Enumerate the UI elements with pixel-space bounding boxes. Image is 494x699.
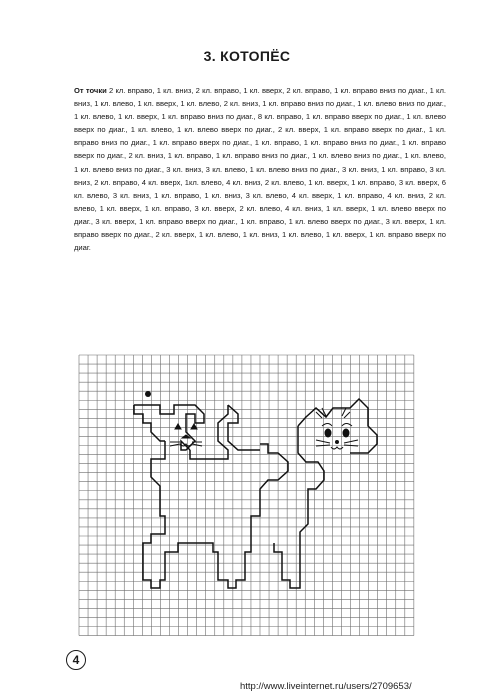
dog-body-legs	[143, 441, 288, 588]
page-title: 3. КОТОПЁС	[203, 48, 291, 64]
drawing-grid	[78, 354, 418, 641]
page-number: 4	[66, 650, 86, 670]
instructions-text: 2 кл. вправо, 1 кл. вниз, 2 кл. вправо, 1 кл. вверх, 2 кл. вправо, 1 кл. вправо вниз по диаг., 1 кл. вниз, 1 кл. влево, 1 кл. вверх, 1 кл. влево, 2 кл. вниз, 1 кл. вправо вниз по диаг., 1 кл. влево вниз по диаг., 1 кл. влево, 1 кл. вверх, 1 кл. вправо вниз по диаг., 8 кл. вправо, 1 кл. вправо вверх по диаг., 1 кл. влево вверх по диаг., 1 кл. влево, 1 кл. влево вверх по диаг., 2 кл. вверх, 1 кл. вправо вверх по диаг., 1 кл. вправо вниз по диаг., 1 кл. вправо вверх по диаг., 1 кл. вправо, 1 кл. вправо вниз по диаг., 1 кл. вправо вверх по диаг., 2 кл. вниз, 1 кл. вправо, 1 кл. вправо вниз по диаг., 1 кл. влево вниз по диаг., 1 кл. влево, 1 кл. влево вниз по диаг., 3 кл. вниз, 3 кл. влево, 1 кл. влево вниз по диаг., 3 кл. вниз, 1 кл. вправо, 3 кл. вниз, 2 кл. вправо, 4 кл. вверх, 1кл. влево, 4 кл. вниз, 2 кл. влево, 1 кл. вверх, 1 кл. вправо, 3 кл. вверх, 6 кл. влево, 3 кл. вниз, 1 кл. вправо, 1 кл. вниз, 3 кл. влево, 4 кл. вверх, 1 кл. вправо, 4 кл. вниз, 2 кл. влево, 1 кл. вверх, 1 кл. вправо, 3 кл. вверх, 2 кл. влево, 4 кл. вниз, 1 кл. вверх, 1 кл. влево вверх по диаг., 3 кл. вверх, 1 кл. вправо вверх по диаг., 1 кл. вправо, 1 кл. влево вверх по диаг., 3 кл. вверх, 1 кл. вправо вверх по диаг., 2 кл. вверх, 1 кл. влево, 1 кл. вниз, 1 кл. влево, 1 кл. вверх, 1 кл. вправо вверх по диаг.	[74, 86, 446, 253]
cat-ears	[274, 426, 324, 588]
instructions-paragraph	[74, 84, 446, 254]
grid-lines	[79, 355, 414, 636]
watermark-url: http://www.liveinternet.ru/users/2709653/	[240, 681, 412, 692]
start-dot	[145, 391, 151, 397]
cat-top	[298, 399, 377, 453]
body-and-legs	[190, 405, 228, 459]
start-label: От точки	[74, 86, 107, 95]
